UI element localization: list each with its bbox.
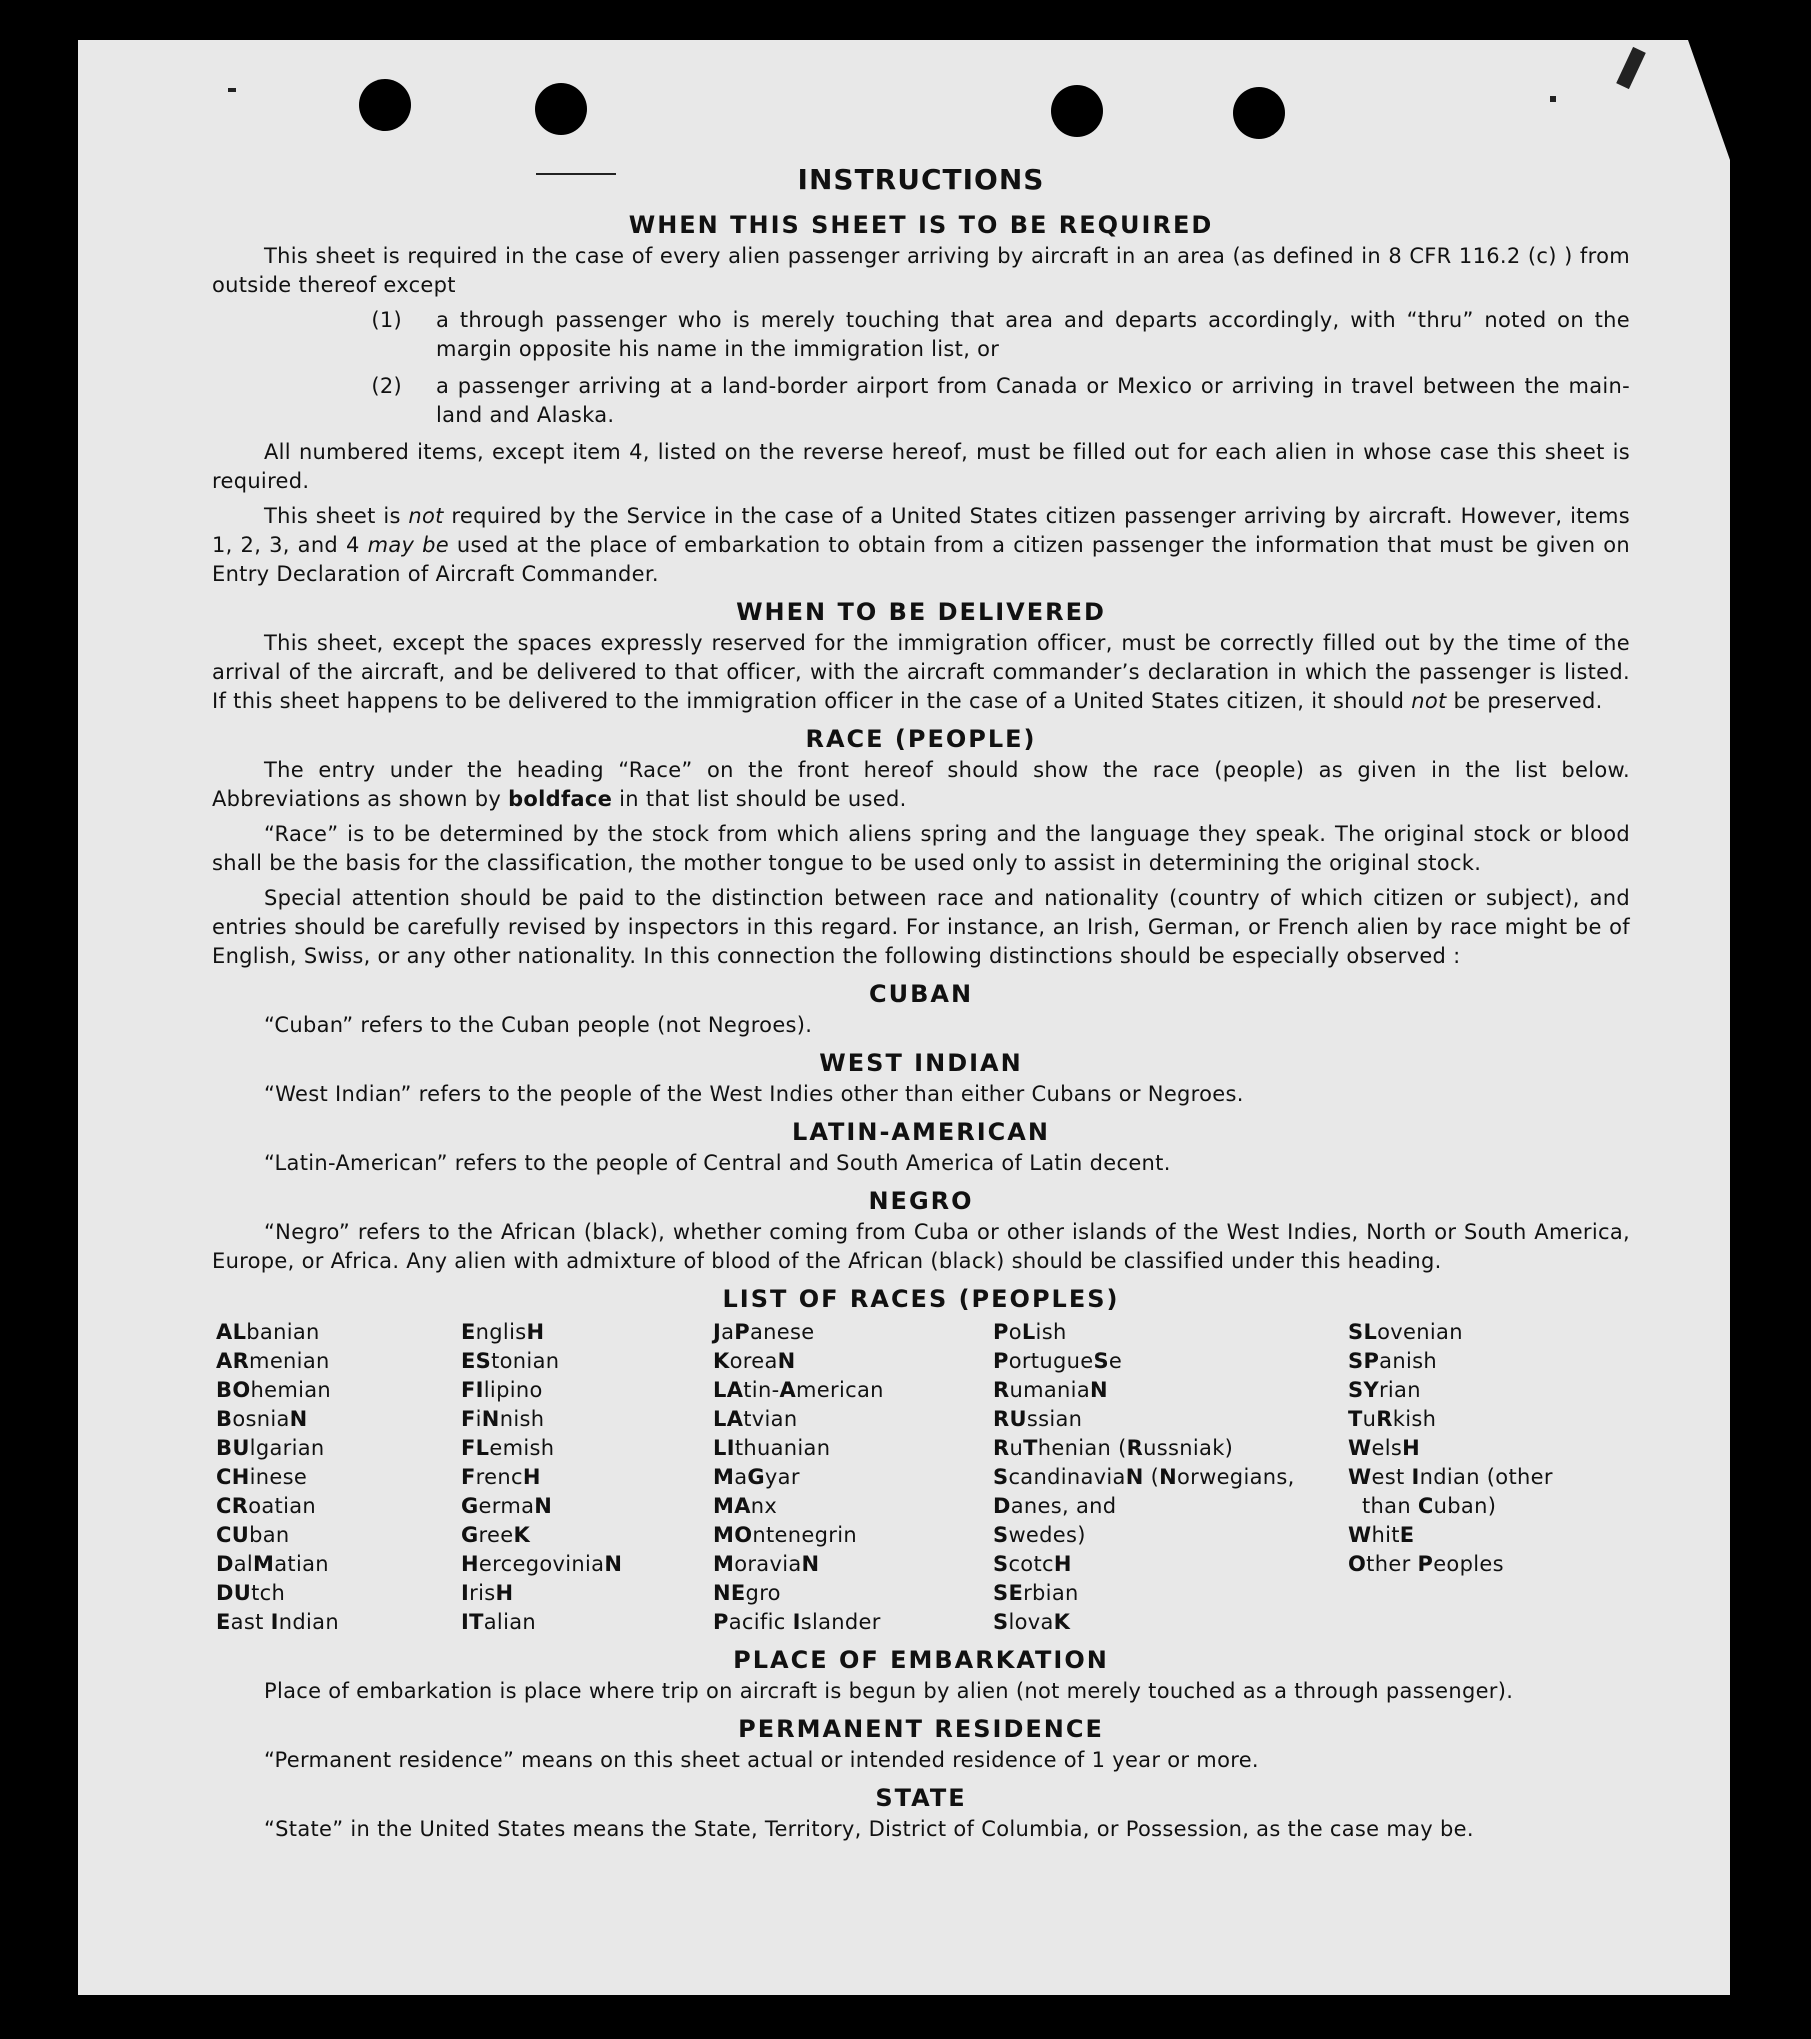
- exception-text: a passenger arriving at a land-border airport from Canada or Mexico or arriving in travel between the main-land and Alaska.: [436, 374, 1630, 427]
- text-run: This sheet is: [264, 504, 409, 528]
- paragraph: Place of embarkation is place where trip on aircraft is begun by alien (not merely touched as a through passenger).: [264, 1679, 1514, 1703]
- race-entry: FrencH: [461, 1465, 541, 1489]
- exception-text: a through passenger who is merely touching that area and departs accordingly, with “thru” noted on the margin opposite his name in the immigration list, or: [436, 308, 1630, 361]
- punch-hole: [359, 79, 411, 131]
- race-entry: MOntenegrin: [713, 1523, 857, 1547]
- race-entry: Other Peoples: [1348, 1552, 1504, 1576]
- race-entry: West Indian (other: [1348, 1465, 1553, 1489]
- race-entry: ALbanian: [216, 1320, 320, 1344]
- race-entry: ARmenian: [216, 1349, 330, 1373]
- race-entry: FiNnish: [461, 1407, 545, 1431]
- race-entry: than Cuban): [1361, 1494, 1497, 1518]
- ink-speck: [1550, 96, 1556, 102]
- race-entry: JaPanese: [713, 1320, 815, 1344]
- races-column: [713, 1318, 993, 1637]
- bold-text: boldface: [508, 787, 613, 811]
- instructions-content: [212, 165, 1630, 1850]
- paragraph: [212, 629, 1630, 716]
- race-entry: FIlipino: [461, 1378, 543, 1402]
- section-heading-embarkation: PLACE OF EMBARKATION: [733, 1646, 1109, 1674]
- race-entry: WhitE: [1348, 1523, 1415, 1547]
- race-entry: HercegoviniaN: [461, 1552, 623, 1576]
- race-entry: MaGyar: [713, 1465, 800, 1489]
- section-heading-when-delivered: WHEN TO BE DELIVERED: [736, 598, 1106, 626]
- race-entry: TuRkish: [1348, 1407, 1437, 1431]
- paragraph: This sheet is required in the case of every alien passenger arriving by aircraft in an area (as defined in 8 CFR 116.2 (c) ) from outside thereof except: [212, 244, 1630, 297]
- race-entry: CUban: [216, 1523, 290, 1547]
- race-entry: MAnx: [713, 1494, 778, 1518]
- race-entry: NEgro: [713, 1581, 781, 1605]
- race-entry: SPanish: [1348, 1349, 1437, 1373]
- race-entry: PortugueSe: [993, 1349, 1123, 1373]
- race-entry: KoreaN: [713, 1349, 796, 1373]
- exception-item: [212, 372, 1630, 430]
- race-entry: GermaN: [461, 1494, 553, 1518]
- paragraph: [212, 756, 1630, 814]
- paragraph: All numbered items, except item 4, listed on the reverse hereof, must be filled out for each alien in whose case this sheet is required.: [212, 440, 1630, 493]
- italic-text: not: [1411, 689, 1447, 713]
- race-entry: SYrian: [1348, 1378, 1421, 1402]
- paragraph: “West Indian” refers to the people of the West Indies other than either Cubans or Negroes.: [264, 1082, 1244, 1106]
- race-entry: RumaniaN: [993, 1378, 1108, 1402]
- race-entry: Pacific Islander: [713, 1610, 881, 1634]
- race-entry: Swedes): [993, 1523, 1086, 1547]
- race-entry: LIthuanian: [713, 1436, 831, 1460]
- race-entry: CHinese: [216, 1465, 308, 1489]
- ink-speck: [228, 88, 236, 92]
- punch-hole: [1051, 85, 1103, 137]
- exception-number: (1): [371, 308, 402, 332]
- section-heading-list-of-races: LIST OF RACES (PEOPLES): [722, 1285, 1120, 1313]
- race-entry: SErbian: [993, 1581, 1079, 1605]
- race-entry: SLovenian: [1348, 1320, 1463, 1344]
- paragraph: “Race” is to be determined by the stock from which aliens spring and the language they speak. The original stock or blood shall be the basis for the classification, the mother tongue to be used only to assist in determining the original stock.: [212, 822, 1630, 875]
- races-column: [461, 1318, 713, 1637]
- text-run: This sheet, except the spaces expressly reserved for the immigration officer, must be correctly filled out by the time of the arrival of the aircraft, and be delivered to that officer, with the aircraft commander’s declaration in which the passenger is listed. If this sheet happens to be delivered to the immigration officer in the case of a United States citizen, it should: [212, 631, 1630, 713]
- race-entry: BUlgarian: [216, 1436, 325, 1460]
- race-entry: Danes, and: [993, 1494, 1117, 1518]
- races-list: [216, 1318, 1630, 1637]
- race-entry: ScandinaviaN (Norwegians,: [993, 1465, 1295, 1489]
- races-column: [216, 1318, 461, 1637]
- text-run: be preserved.: [1446, 689, 1603, 713]
- race-entry: ITalian: [461, 1610, 536, 1634]
- race-entry: EStonian: [461, 1349, 560, 1373]
- section-heading-west-indian: WEST INDIAN: [819, 1049, 1023, 1077]
- italic-text: not: [408, 504, 444, 528]
- race-entry: IrisH: [461, 1581, 514, 1605]
- punch-hole: [535, 83, 587, 135]
- ink-speck: [1616, 47, 1646, 89]
- page-title: INSTRUCTIONS: [797, 163, 1045, 196]
- race-entry: GreeK: [461, 1523, 531, 1547]
- race-entry: WelsH: [1348, 1436, 1420, 1460]
- paragraph: “Permanent residence” means on this sheet actual or intended residence of 1 year or more.: [264, 1748, 1259, 1772]
- race-entry: BosniaN: [216, 1407, 308, 1431]
- race-entry: MoraviaN: [713, 1552, 820, 1576]
- race-entry: EnglisH: [461, 1320, 545, 1344]
- section-heading-race: RACE (PEOPLE): [805, 725, 1037, 753]
- paragraph: “Latin-American” refers to the people of Central and South America of Latin decent.: [264, 1151, 1171, 1175]
- race-entry: PoLish: [993, 1320, 1067, 1344]
- race-entry: DalMatian: [216, 1552, 329, 1576]
- race-entry: ScotcH: [993, 1552, 1072, 1576]
- section-heading-state: STATE: [875, 1784, 967, 1812]
- race-entry: CRoatian: [216, 1494, 317, 1518]
- exception-number: (2): [371, 374, 402, 398]
- race-entry: BOhemian: [216, 1378, 332, 1402]
- text-run: required by the Service in the case of a United States citizen passenger arriving by aircraft. However, items 1, 2, 3, and 4: [212, 504, 1630, 557]
- exception-item: [212, 306, 1630, 364]
- race-entry: DUtch: [216, 1581, 286, 1605]
- paragraph: “Cuban” refers to the Cuban people (not Negroes).: [264, 1013, 813, 1037]
- paragraph: Special attention should be paid to the distinction between race and nationality (country of which citizen or subject), and entries should be carefully revised by inspectors in this regard. For instance, an Irish, German, or French alien by race might be of English, Swiss, or any other nationality. In this connection the following distinctions should be especially observed :: [212, 886, 1630, 968]
- race-entry: East Indian: [216, 1610, 339, 1634]
- section-heading-when-required: WHEN THIS SHEET IS TO BE REQUIRED: [628, 211, 1214, 239]
- paragraph: “State” in the United States means the State, Territory, District of Columbia, or Possession, as the case may be.: [264, 1817, 1474, 1841]
- italic-text: may be: [367, 533, 449, 557]
- punch-hole: [1233, 87, 1285, 139]
- section-heading-residence: PERMANENT RESIDENCE: [738, 1715, 1104, 1743]
- section-heading-negro: NEGRO: [868, 1187, 974, 1215]
- races-column: [1348, 1318, 1618, 1637]
- paragraph: [212, 502, 1630, 589]
- race-entry: FLemish: [461, 1436, 555, 1460]
- paragraph: “Negro” refers to the African (black), whether coming from Cuba or other islands of the West Indies, North or South America, Europe, or Africa. Any alien with admixture of blood of the African (black) should be classified under this heading.: [212, 1220, 1630, 1273]
- section-heading-cuban: CUBAN: [868, 980, 974, 1008]
- race-entry: RUssian: [993, 1407, 1083, 1431]
- text-run: in that list should be used.: [612, 787, 907, 811]
- race-entry: SlovaK: [993, 1610, 1071, 1634]
- section-heading-latin-american: LATIN-AMERICAN: [792, 1118, 1050, 1146]
- text-run: The entry under the heading “Race” on the front hereof should show the race (people) as given in the list below. Abbreviations as shown by: [212, 758, 1630, 811]
- race-entry: LAtin-American: [713, 1378, 884, 1402]
- text-run: used at the place of embarkation to obtain from a citizen passenger the information that must be given on Entry Declaration of Aircraft Commander.: [212, 533, 1630, 586]
- races-column: [993, 1318, 1348, 1637]
- race-entry: LAtvian: [713, 1407, 798, 1431]
- race-entry: RuThenian (Russniak): [993, 1436, 1234, 1460]
